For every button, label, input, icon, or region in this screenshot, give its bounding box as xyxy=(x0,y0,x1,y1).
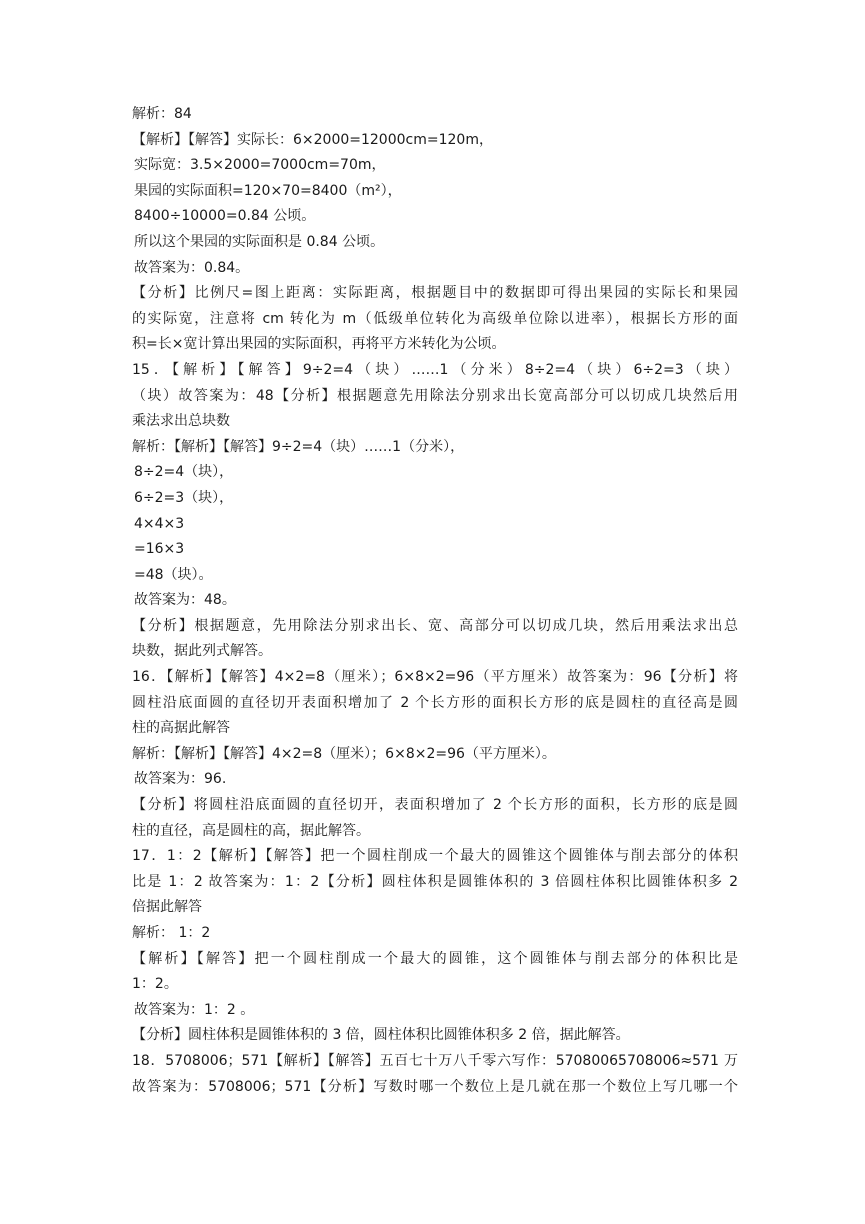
text-line: 4×4×3 xyxy=(134,515,185,532)
text-line: 乘法求出总块数 xyxy=(132,413,230,430)
text-line: 【分析】将圆柱沿底面圆的直径切开，表面积增加了 2 个长方形的面积，长方形的底是圆 xyxy=(132,797,738,814)
text-line: 果园的实际面积=120×70=8400（m²）， xyxy=(134,182,402,199)
text-line: 15．【解析】【解答】9÷2=4（块）……1（分米）8÷2=4（块）6÷2=3（块） xyxy=(132,361,738,378)
text-line: 柱的高据此解答 xyxy=(132,720,230,737)
text-line: 柱的直径，高是圆柱的高，据此解答。 xyxy=(132,822,370,839)
text-line: 的实际宽，注意将 cm 转化为 m（低级单位转化为高级单位除以进率），根据长方形的面 xyxy=(132,310,738,327)
text-line: 8400÷10000=0.84 公顷。 xyxy=(134,208,316,225)
text-line: =48（块）。 xyxy=(134,566,213,583)
text-line: 解析：【解析】【解答】9÷2=4（块）……1（分米）， xyxy=(132,438,465,455)
text-line: 故答案为：96. xyxy=(134,771,227,788)
text-line: 【分析】圆柱体积是圆锥体积的 3 倍，圆柱体积比圆锥体积多 2 倍，据此解答。 xyxy=(132,1027,630,1044)
text-line: 【解析】【解答】把一个圆柱削成一个最大的圆锥，这个圆锥体与削去部分的体积比是 xyxy=(132,950,738,967)
text-line: 倍据此解答 xyxy=(132,899,202,916)
text-line: 比是 1：2 故答案为：1：2【分析】圆柱体积是圆锥体积的 3 倍圆柱体积比圆锥体积多 2 xyxy=(132,873,738,890)
document-body xyxy=(132,102,738,1100)
text-line: 故答案为：5708006；571【分析】写数时哪一个数位上是几就在那一个数位上写几哪一个 xyxy=(132,1078,738,1095)
text-line: 8÷2=4（块）， xyxy=(134,464,234,481)
text-line: 1：2。 xyxy=(132,976,178,993)
text-line: =16×3 xyxy=(134,541,185,558)
text-line: 圆柱沿底面圆的直径切开表面积增加了 2 个长方形的面积长方形的底是圆柱的直径高是圆 xyxy=(132,694,738,711)
text-line: 解析：84 xyxy=(132,106,192,122)
text-line: 16．【解析】【解答】4×2=8（厘米）；6×8×2=96（平方厘米）故答案为：96【分析】将 xyxy=(132,669,738,686)
text-line: 6÷2=3（块）， xyxy=(134,489,234,506)
text-line: 故答案为：0.84。 xyxy=(134,259,250,276)
text-line: 【分析】根据题意，先用除法分别求出长、宽、高部分可以切成几块，然后用乘法求出总 xyxy=(132,617,738,634)
text-line: 【解析】【解答】实际长：6×2000=12000cm=120m， xyxy=(132,131,493,148)
text-line: 故答案为：48。 xyxy=(134,592,236,609)
text-line: 实际宽：3.5×2000=7000cm=70m， xyxy=(134,157,386,174)
text-line: 积=长×宽计算出果园的实际面积，再将平方米转化为公顷。 xyxy=(132,336,506,353)
text-line: 解析： 1：2 xyxy=(132,925,211,941)
text-line: 【分析】比例尺=图上距离：实际距离，根据题目中的数据即可得出果园的实际长和果园 xyxy=(132,285,738,302)
text-line: 块数，据此列式解答。 xyxy=(132,643,272,660)
text-line: 解析：【解析】【解答】4×2=8（厘米）；6×8×2=96（平方厘米）。 xyxy=(132,745,556,762)
text-line: 17．1：2【解析】【解答】把一个圆柱削成一个最大的圆锥这个圆锥体与削去部分的体积 xyxy=(132,848,738,865)
text-line: （块）故答案为：48【分析】根据题意先用除法分别求出长宽高部分可以切成几块然后用 xyxy=(132,387,738,404)
text-line: 故答案为：1：2 。 xyxy=(134,1001,255,1018)
text-line: 所以这个果园的实际面积是 0.84 公顷。 xyxy=(134,233,385,250)
text-line: 18．5708006；571【解析】【解答】五百七十万八千零六写作：57080065708006≈571 万 xyxy=(132,1052,738,1069)
